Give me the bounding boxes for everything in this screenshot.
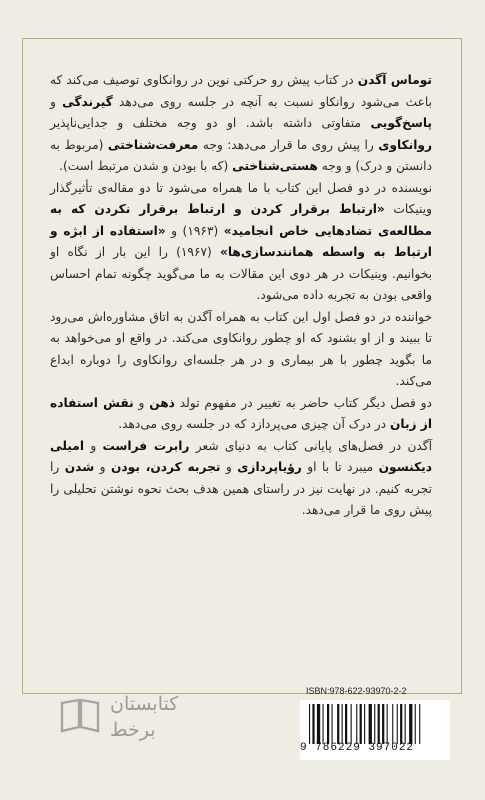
barcode-bar bbox=[323, 704, 324, 744]
barcode-box bbox=[300, 700, 450, 760]
text-run: (۱۹۶۷) را این بار از نگاه او بخوانیم. وینیکات در هر دوی این مقالات به ما می‌گوید چگونه تمام احساس واقعی بودن به تجربه داده می‌شود. bbox=[50, 245, 432, 302]
text-run: را پیش روی ما قرار می‌دهد: وجه bbox=[198, 137, 379, 152]
barcode-bar bbox=[332, 704, 333, 744]
bold-term: هستی‌شناختی bbox=[232, 159, 318, 173]
paragraph bbox=[50, 436, 432, 522]
publisher-name-line2: برخط bbox=[110, 719, 156, 741]
bold-term: تجربه کردن، بودن bbox=[111, 460, 221, 474]
bold-term: توماس آگدن bbox=[357, 73, 432, 87]
bold-term: نقش استفاده از زبان bbox=[50, 395, 432, 431]
text-run: میبرد تا با او bbox=[301, 460, 379, 474]
barcode-bar bbox=[356, 704, 357, 744]
bold-term: معرفت‌شناختی bbox=[107, 137, 199, 152]
barcode-bar bbox=[409, 704, 412, 744]
text-run: آگدن در فصل‌های پایانی کتاب به دنیای شعر bbox=[189, 438, 432, 453]
barcode-bar bbox=[351, 704, 352, 744]
barcode-bar bbox=[337, 704, 339, 744]
text-run: و bbox=[50, 94, 63, 109]
text-run: نویسنده در دو فصل این کتاب با ما همراه می‌شود تا دو مقاله‌ی تأثیرگذار وینیکات bbox=[50, 180, 432, 216]
text-run: و bbox=[94, 460, 112, 474]
barcode-bar bbox=[327, 704, 329, 744]
barcode-bar bbox=[400, 704, 402, 744]
barcode-bar bbox=[374, 704, 375, 744]
barcode-bar bbox=[392, 704, 393, 744]
text-run: خواننده در دو فصل اول این کتاب به همراه آگدن به اتاق مشاوره‌اش می‌رود تا ببیند و از او بشنود که او چطور روانکاوی می‌کند. در واقع او می‌خواهد به ما بگوید چطور با هر بیماری و در هر جلسه‌ای روانکاوی را دوباره ابداع می‌کند. bbox=[50, 309, 432, 388]
barcode-bar bbox=[415, 704, 416, 744]
barcode-bar bbox=[405, 704, 406, 744]
bold-term: رؤیاپردازی bbox=[237, 460, 302, 474]
barcode-number: 9 786229 397022 bbox=[300, 742, 415, 754]
barcode-bar bbox=[419, 704, 420, 744]
bold-term: «ارتباط برقرار کردن و ارتباط برقرار نکردن که به مطالعه‌ی تضادهایی خاص انجامید» bbox=[50, 202, 432, 238]
barcode-bar bbox=[317, 704, 320, 744]
text-run: و bbox=[220, 460, 238, 474]
text-run: و bbox=[84, 438, 103, 453]
barcode-bar bbox=[345, 704, 347, 744]
text-run: در درک آن چیزی می‌پردازد که در جلسه روی می‌دهد. bbox=[118, 417, 390, 431]
bold-term: رابرت فراست bbox=[102, 438, 190, 453]
text-run: دو فصل دیگر کتاب حاضر به تغییر در مفهوم تولد bbox=[174, 395, 432, 410]
barcode bbox=[307, 704, 445, 744]
barcode-bar bbox=[360, 704, 362, 744]
publisher-logo bbox=[58, 693, 258, 753]
open-book-icon bbox=[58, 697, 102, 735]
text-run: (۱۹۶۳) و bbox=[165, 223, 224, 238]
bold-term: امیلی دیکنسون bbox=[50, 438, 432, 474]
isbn-label: ISBN:978-622-93970-2-2 bbox=[306, 686, 407, 696]
bold-term: گیرندگی bbox=[62, 94, 113, 109]
barcode-bar bbox=[387, 704, 388, 744]
text-run: (مربوط به دانستن و درک) و وجه bbox=[50, 137, 432, 173]
bold-term: پاسخ‌گویی bbox=[370, 116, 432, 130]
bold-term: شدن bbox=[64, 460, 95, 474]
barcode-bar bbox=[312, 704, 314, 744]
barcode-bar bbox=[369, 704, 372, 744]
back-cover-text bbox=[50, 70, 432, 522]
barcode-bar bbox=[309, 704, 310, 744]
barcode-bar bbox=[378, 704, 380, 744]
paragraph bbox=[50, 393, 432, 436]
bold-term: روانکاوی bbox=[378, 137, 432, 152]
barcode-bar bbox=[342, 704, 343, 744]
barcode-bar bbox=[397, 704, 398, 744]
publisher-name-line1: کتابستان bbox=[110, 693, 179, 715]
text-run: در کتاب پیش رو حرکتی نوین در روانکاوی توصیف می‌کند که باعث می‌شود روانکاو نسبت به آنچه در جلسه روی می‌دهد bbox=[50, 73, 432, 109]
text-run: و bbox=[133, 395, 150, 410]
text-run: را تجربه کنیم. در نهایت نیز در راستای همین هدف بحث نحوه نوشتن تحلیلی را پیش روی ما قرار می‌دهد. bbox=[50, 460, 432, 517]
bold-term: «استفاده از ابژه و ارتباط به واسطه همانندسازی‌ها» bbox=[50, 223, 432, 259]
barcode-bar bbox=[364, 704, 365, 744]
paragraph bbox=[50, 307, 432, 393]
barcode-bar bbox=[382, 704, 384, 744]
text-run: (که با بودن و شدن مرتبط است). bbox=[59, 159, 233, 173]
text-run: متفاوتی داشته باشد. او دو وجه مختلف و جدایی‌ناپذیر bbox=[50, 116, 371, 130]
bold-term: ذهن bbox=[149, 395, 175, 410]
paragraph bbox=[50, 178, 432, 307]
paragraph bbox=[50, 70, 432, 178]
